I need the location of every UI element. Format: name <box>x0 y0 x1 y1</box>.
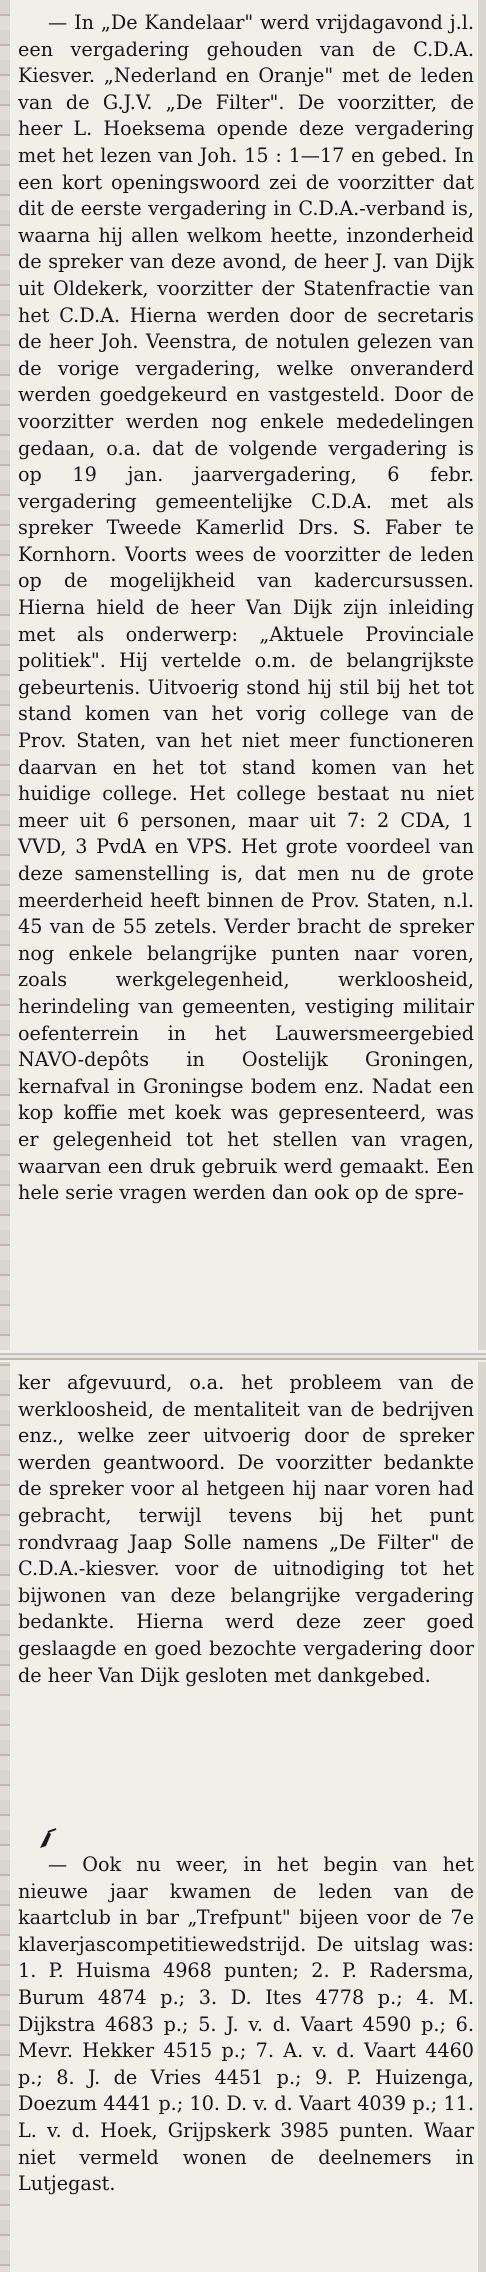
pencil-mark <box>36 1826 62 1852</box>
article-kaartclub-paragraph: — Ook nu weer, in het begin van het nieuwe jaar kwamen de leden van de kaartclub in bar „Trefpunt" bijeen voor de 7e klaverjascompetitiewedstrijd. De uitslag was: 1. P. Huisma 4968 punten; 2. P. Radersma, Burum 4874 p.; 3. D. Ites 4778 p.; 4. M. Dijkstra 4683 p.; 5. J. v. d. Vaart 4590 p.; 6. Mevr. Hekker 4515 p.; 7. A. v. d. Vaart 4460 p.; 8. J. de Vries 4451 p.; 9. P. Huizenga, Doezum 4441 p.; 10. D. v. d. Vaart 4039 p.; 11. L. v. d. Hoek, Grijpskerk 3985 punten. Waar niet vermeld wonen de deelnemers in Lutjegast. <box>18 1853 474 2196</box>
paper-right-edge <box>478 0 486 2272</box>
article-kandelaar-meeting <box>18 10 474 1207</box>
article-kandelaar-paragraph-1: — In „De Kandelaar" werd vrijdagavond j.l. een vergadering gehouden van de C.D.A. Kiesver. „Nederland en Oranje" met de leden van de G.J.V. „De Filter". De voorzitter, de heer L. Hoeksema opende deze vergadering met het lezen van Joh. 15 : 1—17 en gebed. In een kort openingswoord zei de voorzitter dat dit de eerste vergadering in C.D.A.-verband is, waarna hij allen welkom heette, inzonderheid de spreker van deze avond, de heer J. van Dijk uit Oldekerk, voorzitter der Statenfractie van het C.D.A. Hierna werden door de secretaris de heer Joh. Veenstra, de notulen gelezen van de vorige vergadering, welke onveranderd werden goedgekeurd en vastgesteld. Door de voorzitter werden nog enkele mededelingen gedaan, o.a. dat de volgende vergadering is op 19 jan. jaarvergadering, 6 febr. vergadering gemeentelijke C.D.A. met als spreker Tweede Kamerlid Drs. S. Faber te Kornhorn. Voorts wees de voorzitter de leden op de mogelijkheid van kadercursussen. Hierna hield de heer Van Dijk zijn inleiding met als onderwerp: „Aktuele Provinciale politiek". Hij vertelde o.m. de belangrijkste gebeurtenis. Uitvoerig stond hij stil bij het tot stand komen van het vorig college van de Prov. Staten, van het niet meer functioneren daarvan en het tot stand komen van het huidige college. Het college bestaat nu niet meer uit 6 personen, maar uit 7: 2 CDA, 1 VVD, 3 PvdA en VPS. Het grote voordeel van deze samenstelling is, dat men nu de grote meerderheid heeft binnen de Prov. Staten, n.l. 45 van de 55 zetels. Verder bracht de spreker nog enkele belangrijke punten naar voren, zoals werkgelegenheid, werkloosheid, herindeling van gemeenten, vestiging militair oefenterrein in het Lauwersmeergebied NAVO-depôts in Oostelijk Groningen, kernafval in Groningse bodem enz. Nadat een kop koffie met koek was gepresenteerd, was er gelegenheid tot het stellen van vragen, waarvan een druk gebruik werd gemaakt. Een hele serie vragen werden dan ook op de spre- <box>18 11 474 1205</box>
article-kandelaar-continued <box>18 1370 474 1689</box>
article-kaartclub-results <box>18 1852 474 2198</box>
paper-left-edge <box>0 0 10 2272</box>
clipping-seam <box>0 1350 486 1362</box>
article-kandelaar-paragraph-2: ker afgevuurd, o.a. het probleem van de werkloosheid, de mentaliteit van de bedrijven enz., welke zeer uitvoerig door de spreker werden geantwoord. De voorzitter bedankte de spreker voor al hetgeen hij naar voren had gebracht, terwijl tevens bij het punt rondvraag Jaap Solle namens „De Filter" de C.D.A.-kiesver. voor de uitnodiging tot het bijwonen van deze belangrijke vergadering bedankte. Hierna werd deze zeer goed geslaagde en goed bezochte vergadering door de heer Van Dijk gesloten met dankgebed. <box>18 1371 474 1687</box>
